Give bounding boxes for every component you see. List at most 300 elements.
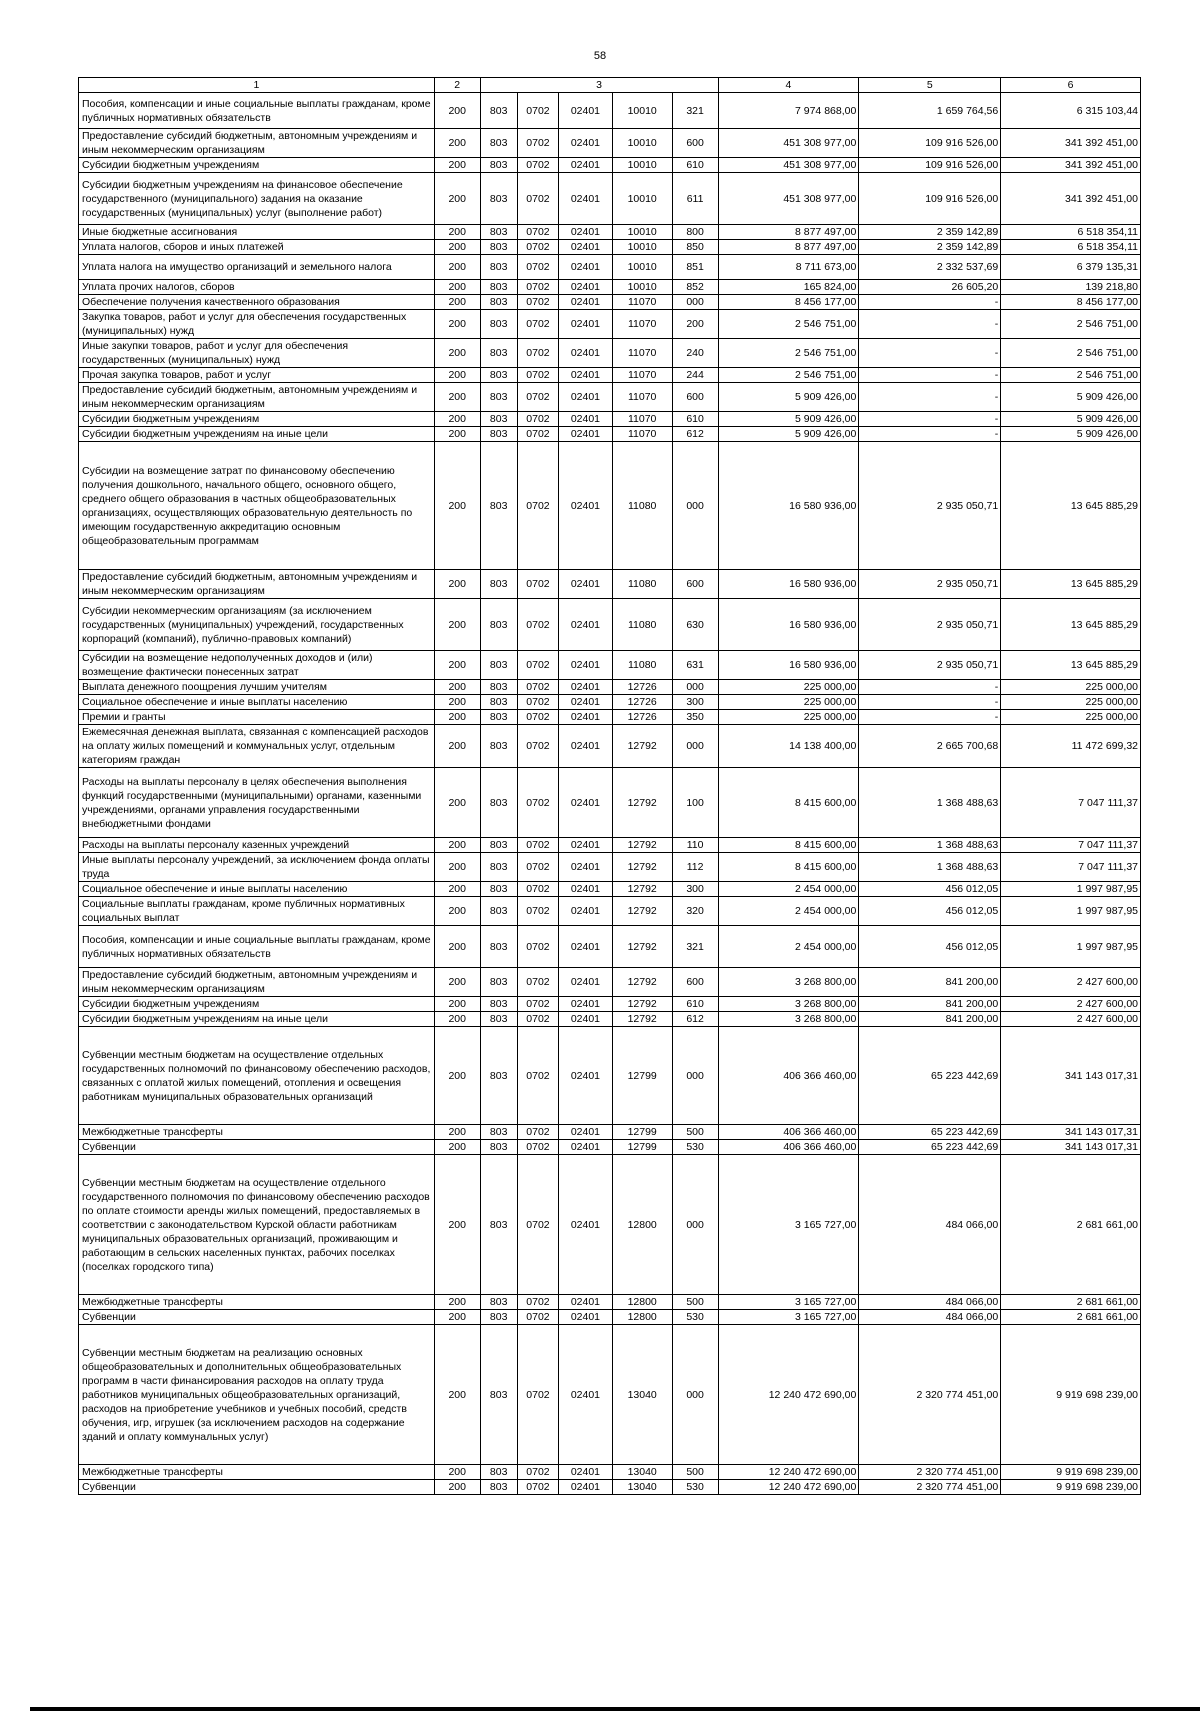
row-value-v1: 7 974 868,00: [718, 93, 859, 129]
row-code-c1: 200: [434, 1155, 480, 1295]
row-code-c1: 200: [434, 339, 480, 368]
row-code-c5: 12792: [612, 968, 672, 997]
row-value-v1: 16 580 936,00: [718, 599, 859, 651]
row-value-v3: 2 427 600,00: [1001, 1012, 1141, 1027]
row-value-v3: 2 546 751,00: [1001, 368, 1141, 383]
row-value-v3: 11 472 699,32: [1001, 725, 1141, 768]
row-code-c1: 200: [434, 280, 480, 295]
row-code-c4: 02401: [559, 240, 612, 255]
row-code-c1: 200: [434, 768, 480, 838]
row-value-v2: 2 665 700,68: [859, 725, 1001, 768]
row-code-c2: 803: [480, 897, 517, 926]
row-code-c4: 02401: [559, 968, 612, 997]
row-code-c3: 0702: [517, 1325, 558, 1465]
row-code-c6: 850: [672, 240, 718, 255]
row-name: Социальное обеспечение и иные выплаты населению: [79, 882, 435, 897]
row-code-c1: 200: [434, 295, 480, 310]
row-code-c4: 02401: [559, 368, 612, 383]
row-code-c3: 0702: [517, 570, 558, 599]
row-code-c3: 0702: [517, 1027, 558, 1125]
row-value-v1: 2 454 000,00: [718, 897, 859, 926]
table-row: [79, 968, 1141, 997]
row-code-c6: 530: [672, 1310, 718, 1325]
row-code-c2: 803: [480, 383, 517, 412]
row-value-v1: 3 268 800,00: [718, 968, 859, 997]
row-code-c4: 02401: [559, 570, 612, 599]
row-value-v1: 406 366 460,00: [718, 1027, 859, 1125]
row-code-c3: 0702: [517, 680, 558, 695]
row-name: Субвенции местным бюджетам на осуществление отдельного государственного полномочия по финансовому обеспечению расходов по оплате стоимости аренды жилых помещений, предоставляемых в соответствии с законодательством Курской области работникам муниципальных образовательных организаций, проживающим и работающим в сельских населенных пунктах, рабочих поселках (поселках городского типа): [79, 1155, 435, 1295]
row-value-v2: -: [859, 680, 1001, 695]
row-code-c2: 803: [480, 968, 517, 997]
row-code-c6: 320: [672, 897, 718, 926]
row-name: Премии и гранты: [79, 710, 435, 725]
row-code-c3: 0702: [517, 1155, 558, 1295]
row-code-c4: 02401: [559, 853, 612, 882]
row-code-c2: 803: [480, 93, 517, 129]
table-row: [79, 295, 1141, 310]
row-value-v2: -: [859, 310, 1001, 339]
row-code-c1: 200: [434, 368, 480, 383]
row-code-c5: 11080: [612, 442, 672, 570]
row-value-v2: -: [859, 339, 1001, 368]
row-value-v2: 456 012,05: [859, 926, 1001, 968]
row-name: Иные закупки товаров, работ и услуг для обеспечения государственных (муниципальных) нужд: [79, 339, 435, 368]
row-code-c1: 200: [434, 1012, 480, 1027]
row-value-v3: 1 997 987,95: [1001, 897, 1141, 926]
row-code-c6: 611: [672, 173, 718, 225]
row-code-c4: 02401: [559, 1012, 612, 1027]
row-value-v1: 16 580 936,00: [718, 570, 859, 599]
row-code-c4: 02401: [559, 383, 612, 412]
row-code-c6: 530: [672, 1480, 718, 1495]
table-row: [79, 897, 1141, 926]
row-code-c5: 12792: [612, 926, 672, 968]
row-name: Субсидии бюджетным учреждениям: [79, 412, 435, 427]
row-code-c6: 630: [672, 599, 718, 651]
row-value-v3: 9 919 698 239,00: [1001, 1480, 1141, 1495]
row-value-v3: 7 047 111,37: [1001, 853, 1141, 882]
row-value-v2: 2 935 050,71: [859, 442, 1001, 570]
row-value-v1: 3 165 727,00: [718, 1295, 859, 1310]
row-code-c3: 0702: [517, 725, 558, 768]
row-code-c5: 12800: [612, 1310, 672, 1325]
row-code-c6: 600: [672, 570, 718, 599]
row-code-c3: 0702: [517, 768, 558, 838]
table-row: [79, 1295, 1141, 1310]
table-row: [79, 1140, 1141, 1155]
row-code-c5: 10010: [612, 173, 672, 225]
row-code-c1: 200: [434, 897, 480, 926]
row-code-c1: 200: [434, 93, 480, 129]
row-value-v2: 1 368 488,63: [859, 838, 1001, 853]
table-row: [79, 838, 1141, 853]
row-value-v2: 109 916 526,00: [859, 173, 1001, 225]
table-row: [79, 680, 1141, 695]
row-value-v3: 341 143 017,31: [1001, 1027, 1141, 1125]
table-row: [79, 926, 1141, 968]
row-name: Субвенции: [79, 1140, 435, 1155]
row-code-c5: 12792: [612, 768, 672, 838]
row-code-c2: 803: [480, 173, 517, 225]
row-name: Уплата налога на имущество организаций и земельного налога: [79, 255, 435, 280]
row-value-v2: -: [859, 295, 1001, 310]
row-value-v3: 1 997 987,95: [1001, 926, 1141, 968]
row-value-v2: 456 012,05: [859, 897, 1001, 926]
row-value-v1: 12 240 472 690,00: [718, 1465, 859, 1480]
header-col-6: 6: [1001, 78, 1141, 93]
row-value-v2: 109 916 526,00: [859, 158, 1001, 173]
row-code-c1: 200: [434, 1310, 480, 1325]
row-code-c3: 0702: [517, 838, 558, 853]
row-code-c4: 02401: [559, 725, 612, 768]
row-code-c4: 02401: [559, 695, 612, 710]
row-code-c4: 02401: [559, 599, 612, 651]
row-code-c4: 02401: [559, 255, 612, 280]
row-code-c1: 200: [434, 173, 480, 225]
row-code-c4: 02401: [559, 280, 612, 295]
header-col-3: 3: [480, 78, 718, 93]
row-code-c2: 803: [480, 1480, 517, 1495]
row-name: Субсидии бюджетным учреждениям на иные цели: [79, 1012, 435, 1027]
row-code-c5: 10010: [612, 240, 672, 255]
row-value-v2: -: [859, 710, 1001, 725]
row-code-c5: 10010: [612, 129, 672, 158]
row-value-v2: 2 332 537,69: [859, 255, 1001, 280]
row-code-c1: 200: [434, 997, 480, 1012]
row-code-c5: 11070: [612, 412, 672, 427]
row-value-v1: 8 711 673,00: [718, 255, 859, 280]
table-row: [79, 93, 1141, 129]
table-row: [79, 1155, 1141, 1295]
row-code-c1: 200: [434, 651, 480, 680]
row-code-c1: 200: [434, 383, 480, 412]
row-code-c3: 0702: [517, 1295, 558, 1310]
row-code-c4: 02401: [559, 412, 612, 427]
row-name: Предоставление субсидий бюджетным, автономным учреждениям и иным некоммерческим организациям: [79, 383, 435, 412]
row-code-c2: 803: [480, 427, 517, 442]
row-code-c5: 11080: [612, 599, 672, 651]
row-code-c6: 631: [672, 651, 718, 680]
row-value-v1: 5 909 426,00: [718, 383, 859, 412]
row-name: Прочая закупка товаров, работ и услуг: [79, 368, 435, 383]
row-code-c5: 12726: [612, 680, 672, 695]
row-value-v3: 341 143 017,31: [1001, 1125, 1141, 1140]
row-value-v2: 2 935 050,71: [859, 599, 1001, 651]
row-code-c3: 0702: [517, 853, 558, 882]
table-row: [79, 1012, 1141, 1027]
row-value-v1: 8 456 177,00: [718, 295, 859, 310]
row-code-c5: 11080: [612, 651, 672, 680]
row-code-c2: 803: [480, 1325, 517, 1465]
row-value-v1: 8 415 600,00: [718, 768, 859, 838]
table-row: [79, 1310, 1141, 1325]
row-code-c1: 200: [434, 1465, 480, 1480]
row-code-c4: 02401: [559, 882, 612, 897]
row-code-c4: 02401: [559, 1155, 612, 1295]
row-code-c4: 02401: [559, 173, 612, 225]
row-value-v3: 2 546 751,00: [1001, 339, 1141, 368]
row-code-c4: 02401: [559, 897, 612, 926]
row-code-c2: 803: [480, 412, 517, 427]
row-code-c5: 11070: [612, 339, 672, 368]
table-row: [79, 310, 1141, 339]
row-code-c1: 200: [434, 710, 480, 725]
row-code-c1: 200: [434, 680, 480, 695]
header-col-4: 4: [718, 78, 859, 93]
row-name: Субсидии на возмещение недополученных доходов и (или) возмещение фактически понесенных затрат: [79, 651, 435, 680]
row-code-c3: 0702: [517, 240, 558, 255]
row-value-v1: 2 454 000,00: [718, 926, 859, 968]
row-code-c4: 02401: [559, 427, 612, 442]
table-row: [79, 1027, 1141, 1125]
row-code-c6: 000: [672, 295, 718, 310]
row-value-v2: 484 066,00: [859, 1155, 1001, 1295]
row-code-c2: 803: [480, 1310, 517, 1325]
row-code-c4: 02401: [559, 339, 612, 368]
row-code-c3: 0702: [517, 173, 558, 225]
row-name: Субсидии бюджетным учреждениям: [79, 158, 435, 173]
row-code-c3: 0702: [517, 339, 558, 368]
table-row: [79, 173, 1141, 225]
row-code-c1: 200: [434, 310, 480, 339]
row-code-c1: 200: [434, 725, 480, 768]
row-name: Расходы на выплаты персоналу в целях обеспечения выполнения функций государственными (муниципальными) органами, казенными учреждениями, органами управления государственными внебюджетными фондами: [79, 768, 435, 838]
row-code-c1: 200: [434, 412, 480, 427]
row-code-c5: 12792: [612, 897, 672, 926]
row-value-v1: 16 580 936,00: [718, 651, 859, 680]
table-row: [79, 710, 1141, 725]
row-code-c1: 200: [434, 1480, 480, 1495]
row-code-c6: 350: [672, 710, 718, 725]
row-value-v1: 451 308 977,00: [718, 129, 859, 158]
row-name: Социальное обеспечение и иные выплаты населению: [79, 695, 435, 710]
row-code-c6: 612: [672, 1012, 718, 1027]
row-code-c5: 10010: [612, 255, 672, 280]
row-code-c1: 200: [434, 570, 480, 599]
header-col-2: 2: [434, 78, 480, 93]
page-number: 58: [593, 50, 607, 62]
row-code-c6: 610: [672, 158, 718, 173]
row-code-c2: 803: [480, 158, 517, 173]
table-row: [79, 129, 1141, 158]
row-value-v2: 841 200,00: [859, 968, 1001, 997]
row-code-c3: 0702: [517, 882, 558, 897]
row-code-c3: 0702: [517, 255, 558, 280]
row-code-c6: 112: [672, 853, 718, 882]
row-code-c4: 02401: [559, 295, 612, 310]
table-row: [79, 427, 1141, 442]
row-code-c3: 0702: [517, 695, 558, 710]
row-code-c3: 0702: [517, 442, 558, 570]
row-code-c5: 10010: [612, 93, 672, 129]
row-value-v3: 2 681 661,00: [1001, 1295, 1141, 1310]
row-code-c3: 0702: [517, 295, 558, 310]
row-code-c3: 0702: [517, 897, 558, 926]
row-value-v2: 456 012,05: [859, 882, 1001, 897]
row-code-c1: 200: [434, 225, 480, 240]
row-value-v2: -: [859, 383, 1001, 412]
row-code-c2: 803: [480, 442, 517, 570]
row-code-c6: 600: [672, 968, 718, 997]
row-value-v1: 3 165 727,00: [718, 1310, 859, 1325]
row-value-v2: 2 359 142,89: [859, 225, 1001, 240]
table-header: [79, 78, 1141, 93]
row-code-c2: 803: [480, 280, 517, 295]
row-value-v2: 2 320 774 451,00: [859, 1325, 1001, 1465]
row-name: Субвенции: [79, 1480, 435, 1495]
row-value-v2: 841 200,00: [859, 1012, 1001, 1027]
row-code-c3: 0702: [517, 225, 558, 240]
row-code-c2: 803: [480, 882, 517, 897]
row-code-c6: 851: [672, 255, 718, 280]
row-value-v3: 13 645 885,29: [1001, 651, 1141, 680]
row-code-c3: 0702: [517, 1310, 558, 1325]
row-code-c1: 200: [434, 1295, 480, 1310]
row-value-v1: 2 546 751,00: [718, 368, 859, 383]
row-code-c4: 02401: [559, 997, 612, 1012]
row-name: Закупка товаров, работ и услуг для обеспечения государственных (муниципальных) нужд: [79, 310, 435, 339]
row-value-v3: 225 000,00: [1001, 695, 1141, 710]
table-row: [79, 158, 1141, 173]
row-name: Уплата прочих налогов, сборов: [79, 280, 435, 295]
row-name: Субвенции: [79, 1310, 435, 1325]
table-row: [79, 599, 1141, 651]
row-value-v3: 8 456 177,00: [1001, 295, 1141, 310]
table-row: [79, 368, 1141, 383]
row-code-c2: 803: [480, 853, 517, 882]
row-value-v3: 1 997 987,95: [1001, 882, 1141, 897]
row-code-c3: 0702: [517, 93, 558, 129]
row-code-c3: 0702: [517, 383, 558, 412]
row-name: Расходы на выплаты персоналу казенных учреждений: [79, 838, 435, 853]
row-code-c6: 000: [672, 680, 718, 695]
row-value-v1: 8 877 497,00: [718, 240, 859, 255]
header-col-5: 5: [859, 78, 1001, 93]
table-row: [79, 725, 1141, 768]
row-name: Субсидии бюджетным учреждениям: [79, 997, 435, 1012]
row-code-c5: 12799: [612, 1027, 672, 1125]
row-code-c3: 0702: [517, 710, 558, 725]
row-code-c5: 12726: [612, 695, 672, 710]
table-row: [79, 383, 1141, 412]
row-code-c4: 02401: [559, 442, 612, 570]
table-row: [79, 853, 1141, 882]
row-value-v1: 406 366 460,00: [718, 1125, 859, 1140]
row-value-v3: 341 392 451,00: [1001, 158, 1141, 173]
row-value-v3: 225 000,00: [1001, 680, 1141, 695]
row-value-v1: 8 877 497,00: [718, 225, 859, 240]
row-code-c2: 803: [480, 570, 517, 599]
row-value-v3: 6 379 135,31: [1001, 255, 1141, 280]
row-value-v1: 2 546 751,00: [718, 339, 859, 368]
row-code-c4: 02401: [559, 1310, 612, 1325]
row-value-v2: 26 605,20: [859, 280, 1001, 295]
row-code-c4: 02401: [559, 1125, 612, 1140]
row-code-c4: 02401: [559, 926, 612, 968]
row-code-c4: 02401: [559, 838, 612, 853]
row-name: Ежемесячная денежная выплата, связанная с компенсацией расходов на оплату жилых помещений и коммунальных услуг, отдельным категориям граждан: [79, 725, 435, 768]
row-name: Субвенции местным бюджетам на осуществление отдельных государственных полномочий по финансовому обеспечению расходов, связанных с оплатой жилых помещений, отопления и освещения работникам муниципальных образовательных организаций: [79, 1027, 435, 1125]
row-value-v3: 7 047 111,37: [1001, 768, 1141, 838]
row-value-v3: 5 909 426,00: [1001, 427, 1141, 442]
table-row: [79, 1325, 1141, 1465]
row-code-c5: 12799: [612, 1125, 672, 1140]
row-code-c5: 11070: [612, 383, 672, 412]
row-code-c1: 200: [434, 240, 480, 255]
row-value-v1: 5 909 426,00: [718, 427, 859, 442]
row-code-c2: 803: [480, 651, 517, 680]
row-code-c5: 10010: [612, 225, 672, 240]
row-value-v2: 2 359 142,89: [859, 240, 1001, 255]
row-name: Пособия, компенсации и иные социальные выплаты гражданам, кроме публичных нормативных обязательств: [79, 93, 435, 129]
row-code-c6: 200: [672, 310, 718, 339]
row-code-c6: 600: [672, 129, 718, 158]
row-code-c5: 13040: [612, 1480, 672, 1495]
row-value-v2: -: [859, 412, 1001, 427]
row-code-c2: 803: [480, 725, 517, 768]
row-name: Субсидии некоммерческим организациям (за исключением государственных (муниципальных) учреждений, государственных корпораций (компаний), публично-правовых компаний): [79, 599, 435, 651]
row-code-c5: 12792: [612, 997, 672, 1012]
row-code-c1: 200: [434, 1325, 480, 1465]
row-value-v1: 3 165 727,00: [718, 1155, 859, 1295]
row-code-c1: 200: [434, 599, 480, 651]
table-row: [79, 1480, 1141, 1495]
row-name: Субсидии бюджетным учреждениям на иные цели: [79, 427, 435, 442]
row-code-c1: 200: [434, 1140, 480, 1155]
row-code-c6: 300: [672, 695, 718, 710]
table-row: [79, 570, 1141, 599]
row-code-c2: 803: [480, 997, 517, 1012]
row-code-c4: 02401: [559, 1140, 612, 1155]
row-code-c3: 0702: [517, 1012, 558, 1027]
row-value-v1: 5 909 426,00: [718, 412, 859, 427]
table-row: [79, 997, 1141, 1012]
row-code-c6: 500: [672, 1465, 718, 1480]
header-col-1: 1: [79, 78, 435, 93]
row-code-c5: 11070: [612, 310, 672, 339]
row-value-v2: 1 368 488,63: [859, 853, 1001, 882]
row-name: Предоставление субсидий бюджетным, автономным учреждениям и иным некоммерческим организациям: [79, 570, 435, 599]
row-value-v3: 6 518 354,11: [1001, 240, 1141, 255]
row-code-c6: 244: [672, 368, 718, 383]
row-code-c2: 803: [480, 1012, 517, 1027]
row-code-c1: 200: [434, 853, 480, 882]
row-value-v1: 12 240 472 690,00: [718, 1480, 859, 1495]
row-code-c2: 803: [480, 695, 517, 710]
row-code-c2: 803: [480, 1295, 517, 1310]
row-code-c1: 200: [434, 695, 480, 710]
row-value-v1: 12 240 472 690,00: [718, 1325, 859, 1465]
row-code-c6: 000: [672, 1027, 718, 1125]
row-name: Уплата налогов, сборов и иных платежей: [79, 240, 435, 255]
row-name: Межбюджетные трансферты: [79, 1295, 435, 1310]
row-code-c2: 803: [480, 1140, 517, 1155]
table-row: [79, 255, 1141, 280]
row-code-c1: 200: [434, 255, 480, 280]
row-code-c5: 12792: [612, 725, 672, 768]
row-value-v2: 2 320 774 451,00: [859, 1480, 1001, 1495]
row-code-c3: 0702: [517, 1465, 558, 1480]
row-name: Пособия, компенсации и иные социальные выплаты гражданам, кроме публичных нормативных обязательств: [79, 926, 435, 968]
table-row: [79, 768, 1141, 838]
row-code-c5: 11070: [612, 295, 672, 310]
row-value-v2: -: [859, 695, 1001, 710]
row-code-c3: 0702: [517, 427, 558, 442]
bottom-border-line: [30, 1707, 1200, 1711]
row-code-c3: 0702: [517, 280, 558, 295]
row-name: Выплата денежного поощрения лучшим учителям: [79, 680, 435, 695]
